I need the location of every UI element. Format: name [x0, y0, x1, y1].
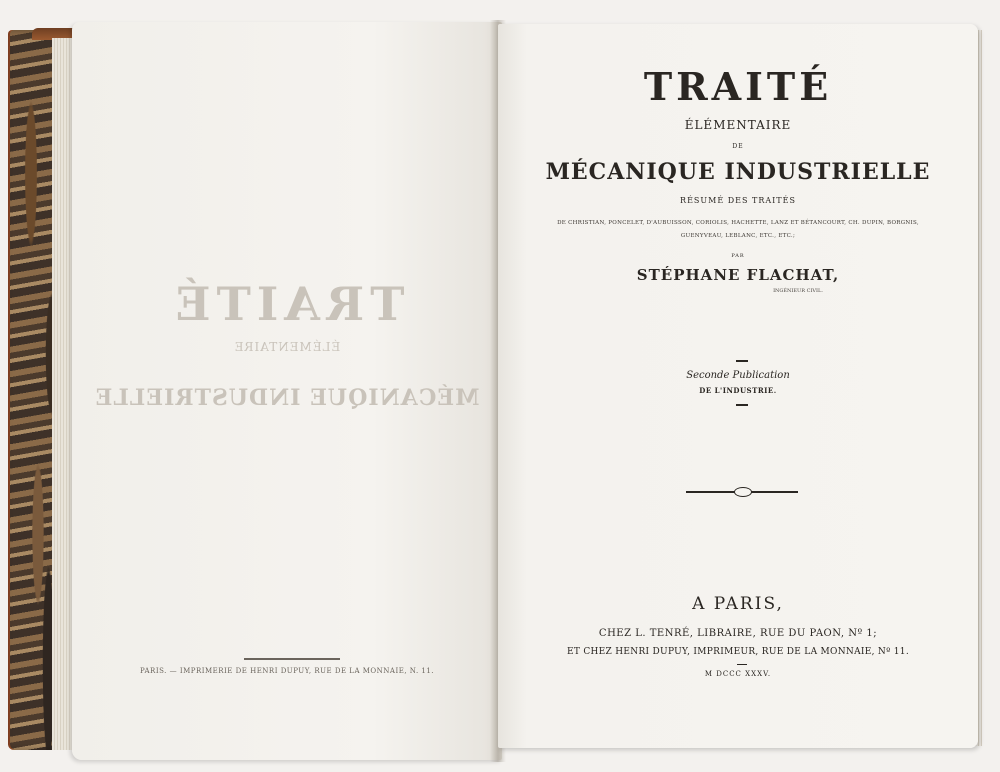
title-page: [498, 24, 978, 748]
rule-divider: [736, 404, 748, 406]
publication-year: M DCCC XXXV.: [704, 670, 772, 678]
publication-label: Seconde Publication: [686, 370, 790, 381]
author-profession: INGÉNIEUR CIVIL.: [773, 288, 823, 294]
rule-divider: [737, 664, 747, 665]
publisher-line-2: ET CHEZ HENRI DUPUY, IMPRIMEUR, RUE DE LA MONNAIE, Nº 11.: [567, 647, 909, 657]
cited-authors-line-1: DE CHRISTIAN, PONCELET, D'AUBUISSON, CORIOLIS, HACHETTE, LANZ ET BÉTANCOURT, CH. DUPIN, BORGNIS,: [557, 220, 919, 226]
book-title: TRAITÉ: [643, 64, 833, 109]
show-through-main-title: MÉCANIQUE INDUSTRIELLE: [94, 385, 480, 411]
cited-authors-line-2: GUENYVEAU, LEBLANC, ETC., ETC.;: [680, 233, 796, 239]
ornament-center: [734, 487, 752, 497]
publication-city: A PARIS,: [692, 594, 784, 614]
resume-line: RÉSUMÉ DES TRAITÉS: [680, 196, 796, 205]
author-name: STÉPHANE FLACHAT,: [636, 266, 840, 284]
printer-imprint: PARIS. — IMPRIMERIE DE HENRI DUPUY, RUE DE LA MONNAIE, N. 11.: [139, 667, 435, 675]
publisher-line-1: CHEZ L. TENRÉ, LIBRAIRE, RUE DU PAON, Nº 1;: [598, 628, 878, 639]
imprint-ornament: [244, 658, 340, 660]
show-through-title: TRAITÉ: [169, 277, 405, 331]
book-main-title: MÉCANIQUE INDUSTRIELLE: [545, 159, 931, 185]
rule-divider: [736, 360, 748, 362]
publication-source: DE L'INDUSTRIE.: [699, 386, 777, 395]
book-subtitle: ÉLÉMENTAIRE: [684, 118, 792, 132]
left-page: [72, 22, 502, 760]
preposition-de: DE: [732, 143, 744, 150]
show-through-subtitle: ÉLÉMENTAIRE: [233, 340, 341, 354]
by-line-par: PAR: [731, 253, 745, 259]
